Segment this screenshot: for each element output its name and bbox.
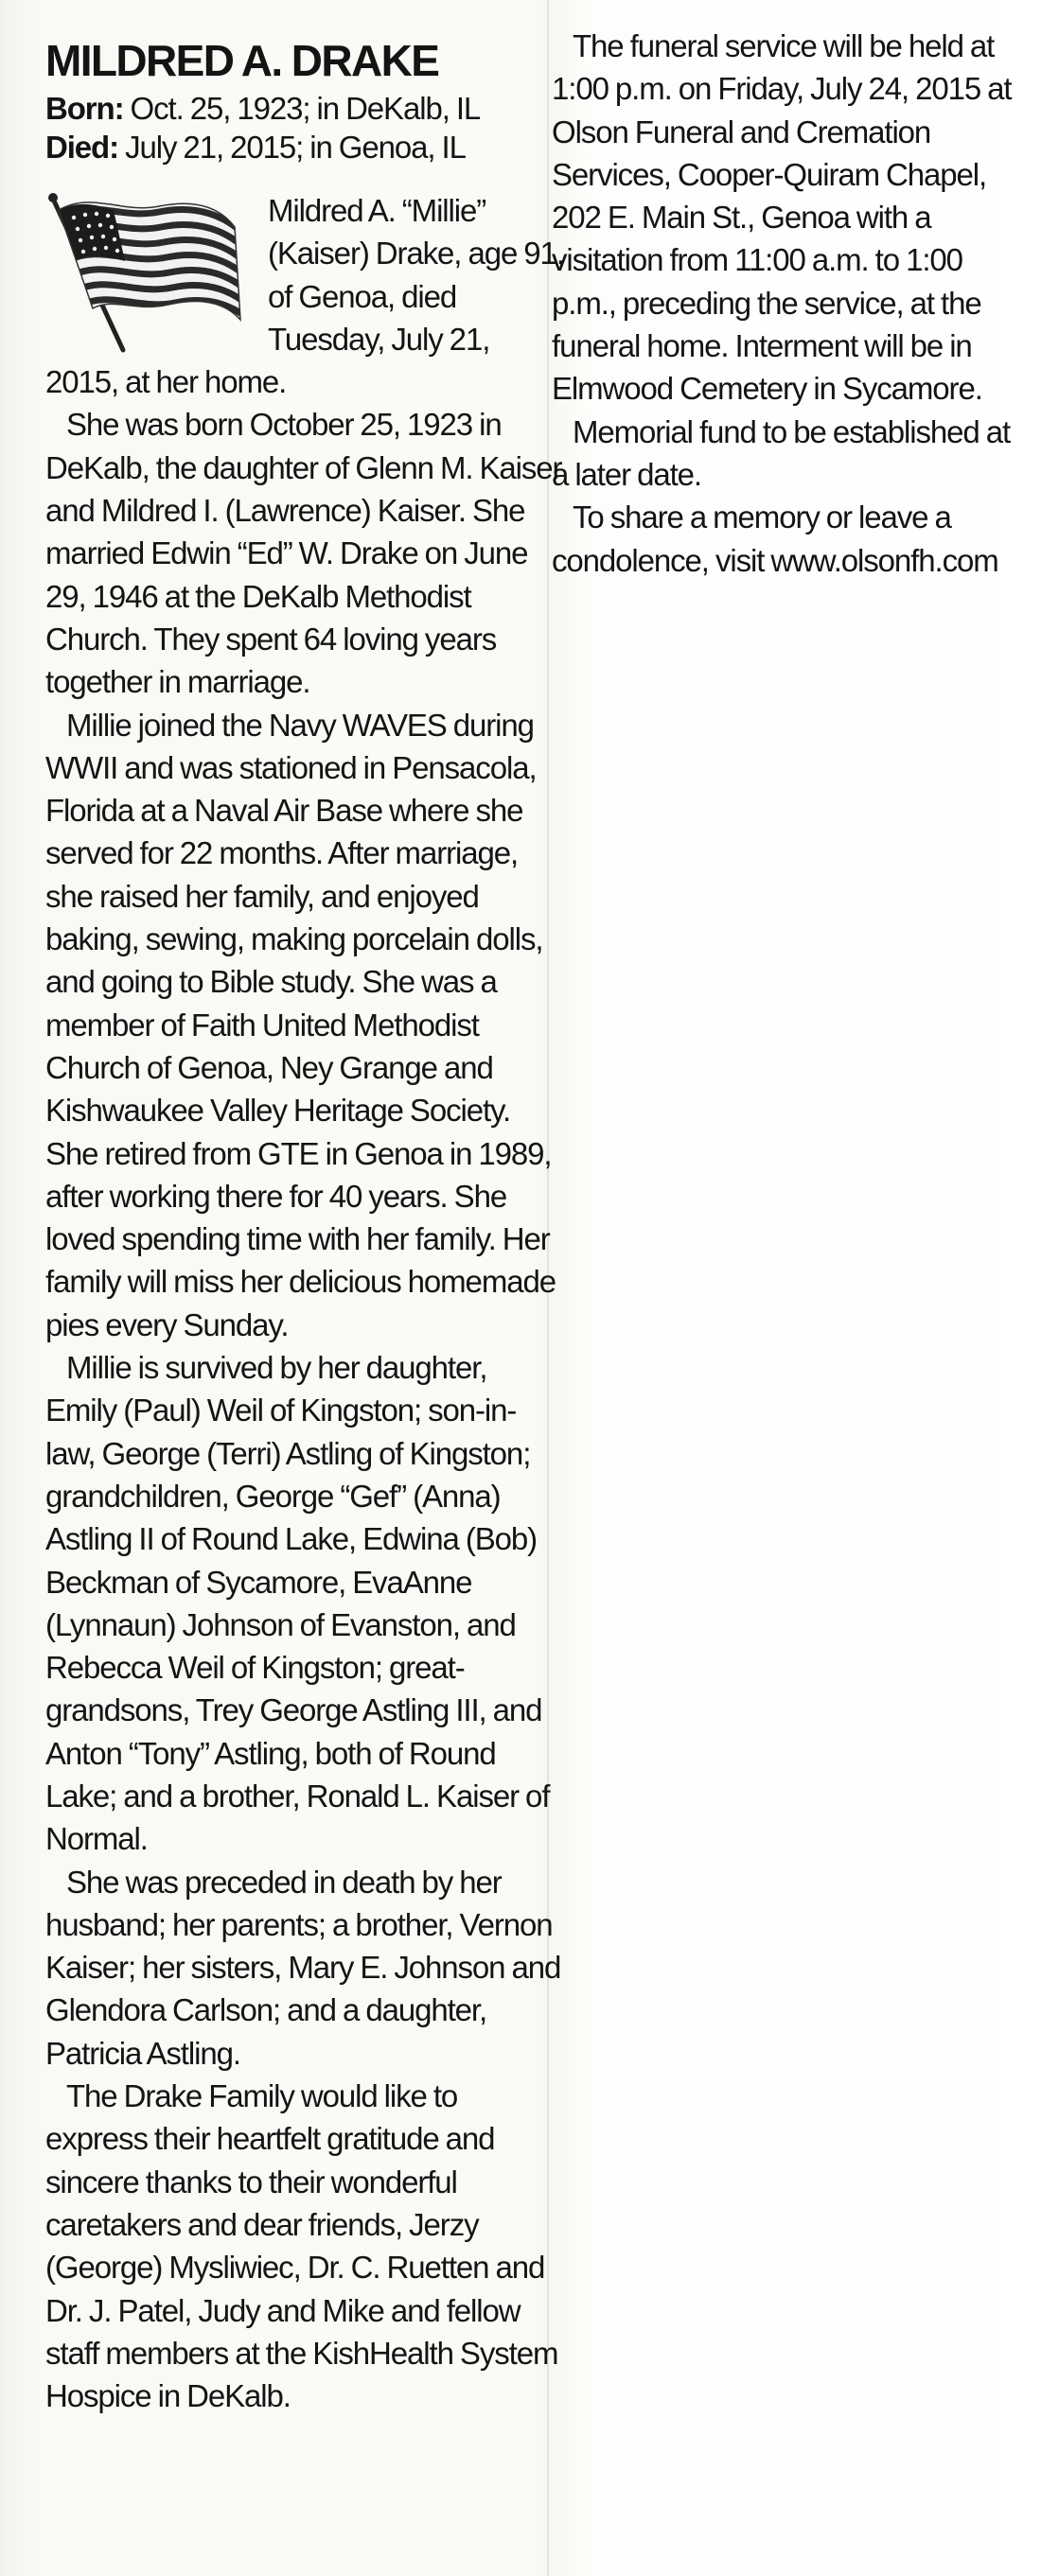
born-line	[45, 89, 564, 128]
obituary-name: MILDRED A. DRAKE	[45, 36, 439, 85]
service-paragraph: The funeral service will be held at 1:00 p.m. on Friday, July 24, 2015 at Olson Funeral and Cremation Services, Cooper-Quiram Chapel, 202 E. Main St., Genoa with a visitation from 11:00 a.m. to 1:00 p.m., preceding the service, at the funeral home. Interment will be in Elmwood Cemetery in Sycamore.	[552, 28, 1012, 407]
died-line	[45, 128, 564, 166]
born-label: Born:	[45, 91, 124, 126]
died-label: Died:	[45, 130, 119, 165]
died-text: July 21, 2015; in Genoa, IL	[118, 130, 466, 165]
american-flag-icon	[45, 187, 258, 358]
obituary-paragraph: Millie is survived by her daughter, Emily (Paul) Weil of Kingston; son-in-law, George (Terri) Astling of Kingston; grandchildren, George “Gef” (Anna) Astling II of Round Lake, Edwina (Bob) Beckman of Sycamore, EvaAnne (Lynnaun) Johnson of Evanston, and Rebecca Weil of Kingston; great-grandsons, Trey George Astling III, and Anton “Tony” Astling, both of Round Lake; and a brother, Ronald L. Kaiser of Normal.	[45, 1350, 550, 1857]
obituary-paragraph: She was born October 25, 1923 in DeKalb, the daughter of Glenn M. Kaiser and Mildred I. (Lawrence) Kaiser. She married Edwin “Ed” W. Drake on June 29, 1946 at the DeKalb Methodist Church. They spent 64 loving years together in marriage.	[45, 407, 562, 700]
born-text: Oct. 25, 1923; in DeKalb, IL	[123, 91, 481, 126]
obituary-paragraph: The Drake Family would like to express their heartfelt gratitude and sincere thanks to their wonderful caretakers and dear friends, Jerzy (George) Mysliwiec, Dr. C. Ruetten and Dr. J. Patel, Judy and Mike and fellow staff members at the KishHealth System Hospice in DeKalb.	[45, 2078, 558, 2414]
condolence-paragraph: To share a memory or leave a condolence, visit www.olsonfh.com	[552, 499, 998, 578]
right-column	[552, 25, 1025, 582]
memorial-paragraph: Memorial fund to be established at a later date.	[552, 413, 1011, 492]
obituary-paragraph: Mildred A. “Millie” (Kaiser) Drake, age 91, of Genoa, died Tuesday, July 21, 2015, at her home.	[45, 193, 564, 400]
left-column	[45, 25, 564, 2417]
obituary-paragraph: She was preceded in death by her husband; her parents; a brother, Vernon Kaiser; her sisters, Mary E. Johnson and Glendora Carlson; and a daughter, Patricia Astling.	[45, 1864, 561, 2071]
obituary-paragraph: Millie joined the Navy WAVES during WWII and was stationed in Pensacola, Florida at a Naval Air Base where she served for 22 months. After marriage, she raised her family, and enjoyed baking, sewing, making porcelain dolls, and going to Bible study. She was a member of Faith United Methodist Church of Genoa, Ney Grange and Kishwaukee Valley Heritage Society. She retired from GTE in Genoa in 1989, after working there for 40 years. She loved spending time with her family. Her family will miss her delicious homemade pies every Sunday.	[45, 707, 556, 1342]
